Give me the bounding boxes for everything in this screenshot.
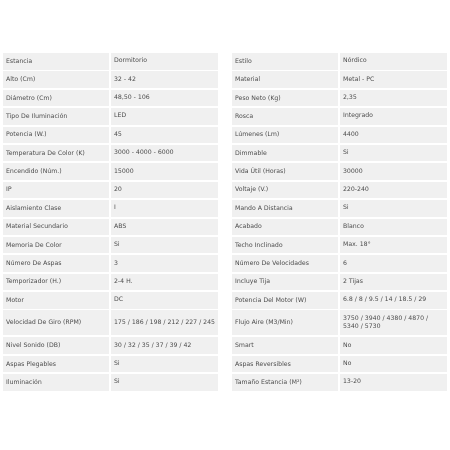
left-spec-table (3, 53, 218, 395)
spec-row (232, 356, 447, 373)
spec-label: Temperatura De Color (K) (3, 145, 109, 162)
spec-row (232, 182, 447, 199)
spec-row (232, 108, 447, 125)
spec-row (232, 90, 447, 107)
spec-label: Potencia Del Motor (W) (232, 292, 338, 309)
spec-value: 32 - 42 (111, 71, 218, 88)
spec-value: 3750 / 3940 / 4380 / 4870 / 5340 / 5730 (340, 310, 447, 335)
spec-label: Número De Velocidades (232, 255, 338, 272)
spec-row (232, 274, 447, 291)
spec-value: 2,35 (340, 90, 447, 107)
spec-sheet (3, 53, 447, 395)
spec-value: Max. 18° (340, 237, 447, 254)
spec-row (232, 374, 447, 391)
spec-label: Techo Inclinado (232, 237, 338, 254)
spec-label: Smart (232, 337, 338, 354)
spec-value: 175 / 186 / 198 / 212 / 227 / 245 (111, 310, 218, 335)
spec-label: Potencia (W.) (3, 127, 109, 144)
spec-label: Acabado (232, 219, 338, 236)
spec-value: Blanco (340, 219, 447, 236)
spec-value: 20 (111, 182, 218, 199)
spec-row (232, 219, 447, 236)
spec-value: 220-240 (340, 182, 447, 199)
spec-label: Mando A Distancia (232, 200, 338, 217)
spec-value: DC (111, 292, 218, 309)
spec-label: Temporizador (H.) (3, 274, 109, 291)
spec-value: 2-4 H. (111, 274, 218, 291)
spec-value: 3 (111, 255, 218, 272)
spec-value: Si (340, 145, 447, 162)
spec-label: Dimmable (232, 145, 338, 162)
spec-value: 45 (111, 127, 218, 144)
spec-row (3, 163, 218, 180)
spec-row (3, 200, 218, 217)
spec-row (3, 108, 218, 125)
spec-value: No (340, 337, 447, 354)
right-spec-table (232, 53, 447, 395)
spec-value: 6.8 / 8 / 9.5 / 14 / 18.5 / 29 (340, 292, 447, 309)
spec-value: I (111, 200, 218, 217)
spec-value: Si (111, 237, 218, 254)
spec-label: Aspas Plegables (3, 356, 109, 373)
spec-value: 30000 (340, 163, 447, 180)
spec-label: Voltaje (V.) (232, 182, 338, 199)
spec-row (232, 145, 447, 162)
spec-value: LED (111, 108, 218, 125)
spec-value: Si (111, 356, 218, 373)
spec-label: Alto (Cm) (3, 71, 109, 88)
spec-row (3, 255, 218, 272)
spec-row (3, 71, 218, 88)
spec-row (3, 219, 218, 236)
spec-label: Nivel Sonido (DB) (3, 337, 109, 354)
spec-label: Rosca (232, 108, 338, 125)
spec-row (232, 292, 447, 309)
spec-label: Material (232, 71, 338, 88)
spec-row (3, 182, 218, 199)
spec-row (3, 274, 218, 291)
spec-label: Aspas Reversibles (232, 356, 338, 373)
spec-row (232, 237, 447, 254)
spec-label: Estilo (232, 53, 338, 70)
spec-value: 15000 (111, 163, 218, 180)
spec-label: Memoria De Color (3, 237, 109, 254)
spec-label: Vida Útil (Horas) (232, 163, 338, 180)
spec-value: 6 (340, 255, 447, 272)
spec-value: Integrado (340, 108, 447, 125)
spec-label: Tipo De Iluminación (3, 108, 109, 125)
spec-label: Iluminación (3, 374, 109, 391)
spec-value: 30 / 32 / 35 / 37 / 39 / 42 (111, 337, 218, 354)
spec-label: Flujo Aire (M3/Min) (232, 310, 338, 335)
spec-row (3, 127, 218, 144)
spec-value: 48,50 - 106 (111, 90, 218, 107)
spec-row (3, 237, 218, 254)
spec-value: 2 Tijas (340, 274, 447, 291)
spec-row (3, 90, 218, 107)
spec-row (232, 53, 447, 70)
spec-label: Velocidad De Giro (RPM) (3, 310, 109, 335)
spec-label: Incluye Tija (232, 274, 338, 291)
spec-row (3, 145, 218, 162)
spec-label: Motor (3, 292, 109, 309)
spec-label: Tamaño Estancia (M²) (232, 374, 338, 391)
spec-row (3, 310, 218, 335)
spec-label: Estancia (3, 53, 109, 70)
spec-row (232, 163, 447, 180)
spec-value: Metal - PC (340, 71, 447, 88)
spec-row (232, 200, 447, 217)
spec-value: ABS (111, 219, 218, 236)
spec-row (3, 356, 218, 373)
spec-value: Dormitorio (111, 53, 218, 70)
spec-row (3, 337, 218, 354)
spec-value: No (340, 356, 447, 373)
spec-row (232, 127, 447, 144)
spec-label: Encendido (Núm.) (3, 163, 109, 180)
spec-label: IP (3, 182, 109, 199)
spec-row (3, 292, 218, 309)
spec-row (3, 53, 218, 70)
spec-label: Número De Aspas (3, 255, 109, 272)
spec-label: Aislamiento Clase (3, 200, 109, 217)
spec-label: Lúmenes (Lm) (232, 127, 338, 144)
spec-value: Nórdico (340, 53, 447, 70)
spec-label: Diámetro (Cm) (3, 90, 109, 107)
spec-row (232, 310, 447, 335)
spec-row (232, 71, 447, 88)
spec-value: 4400 (340, 127, 447, 144)
spec-value: 3000 - 4000 - 6000 (111, 145, 218, 162)
spec-value: 13-20 (340, 374, 447, 391)
spec-label: Peso Neto (Kg) (232, 90, 338, 107)
spec-value: Si (340, 200, 447, 217)
spec-value: Si (111, 374, 218, 391)
spec-row (232, 337, 447, 354)
spec-row (232, 255, 447, 272)
spec-row (3, 374, 218, 391)
spec-label: Material Secundario (3, 219, 109, 236)
